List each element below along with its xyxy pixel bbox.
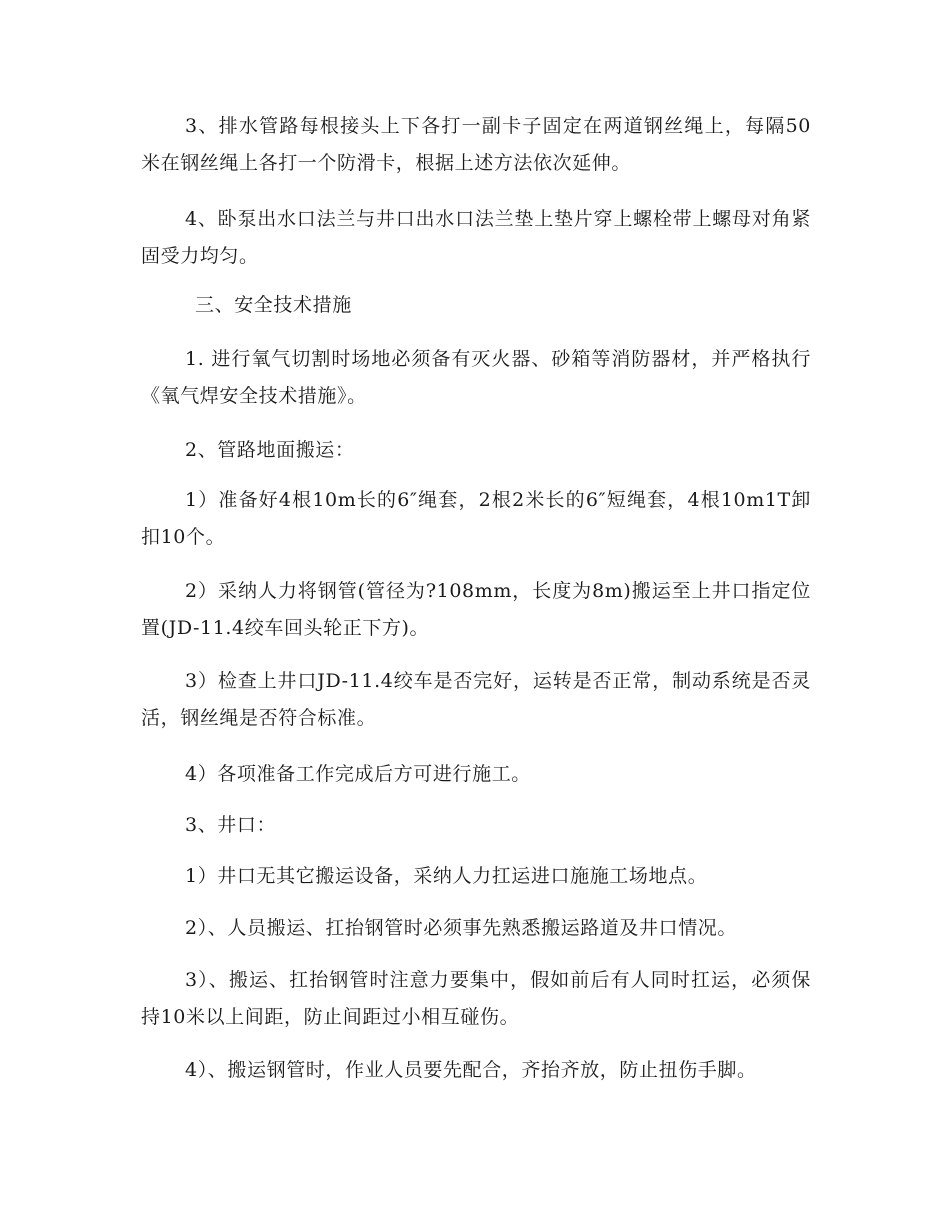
paragraph-drainage-clamps: 3、排水管路每根接头上下各打一副卡子固定在两道钢丝绳上，每隔50米在钢丝绳上各打一个防滑卡，根据上述方法依次延伸。 <box>141 115 811 174</box>
paragraph-manual-carry: 2）采纳人力将钢管(管径为?108mm，长度为8m)搬运至上井口指定位置(JD-11.4绞车回头轮正下方)。 <box>141 580 811 639</box>
paragraph-keep-distance: 3）、搬运、扛抬钢管时注意力要集中，假如前后有人同时扛运，必须保持10米以上间距，防止间距过小相互碰伤。 <box>141 969 811 1028</box>
paragraph-ground-transport: 2、管路地面搬运： <box>185 439 355 461</box>
paragraph-oxygen-cutting: 1. 进行氧气切割时场地必须备有灭火器、砂箱等消防器材，并严格执行《氧气焊安全技术措施》。 <box>141 348 811 407</box>
paragraph-winch-check: 3）检查上井口JD-11.4绞车是否完好，运转是否正常，制动系统是否灵活，钢丝绳是否符合标准。 <box>141 670 811 729</box>
paragraph-preparation-done: 4）各项准备工作完成后方可进行施工。 <box>185 763 531 785</box>
paragraph-wellhead: 3、井口： <box>185 814 277 836</box>
paragraph-familiarize-route: 2）、人员搬运、扛抬钢管时必须事先熟悉搬运路道及井口情况。 <box>185 917 737 939</box>
paragraph-coordinate-lifting: 4）、搬运钢管时，作业人员要先配合，齐抬齐放，防止扭伤手脚。 <box>185 1059 757 1081</box>
paragraph-no-equipment: 1）井口无其它搬运设备，采纳人力扛运进口施施工场地点。 <box>185 865 708 887</box>
paragraph-prepare-slings: 1）准备好4根10m长的6″绳套，2根2米长的6″短绳套，4根10m1T卸扣10个。 <box>141 489 811 548</box>
paragraph-flange-bolts: 4、卧泵出水口法兰与井口出水口法兰垫上垫片穿上螺栓带上螺母对角紧固受力均匀。 <box>141 208 811 267</box>
section-heading-safety: 三、安全技术措施 <box>195 294 352 316</box>
